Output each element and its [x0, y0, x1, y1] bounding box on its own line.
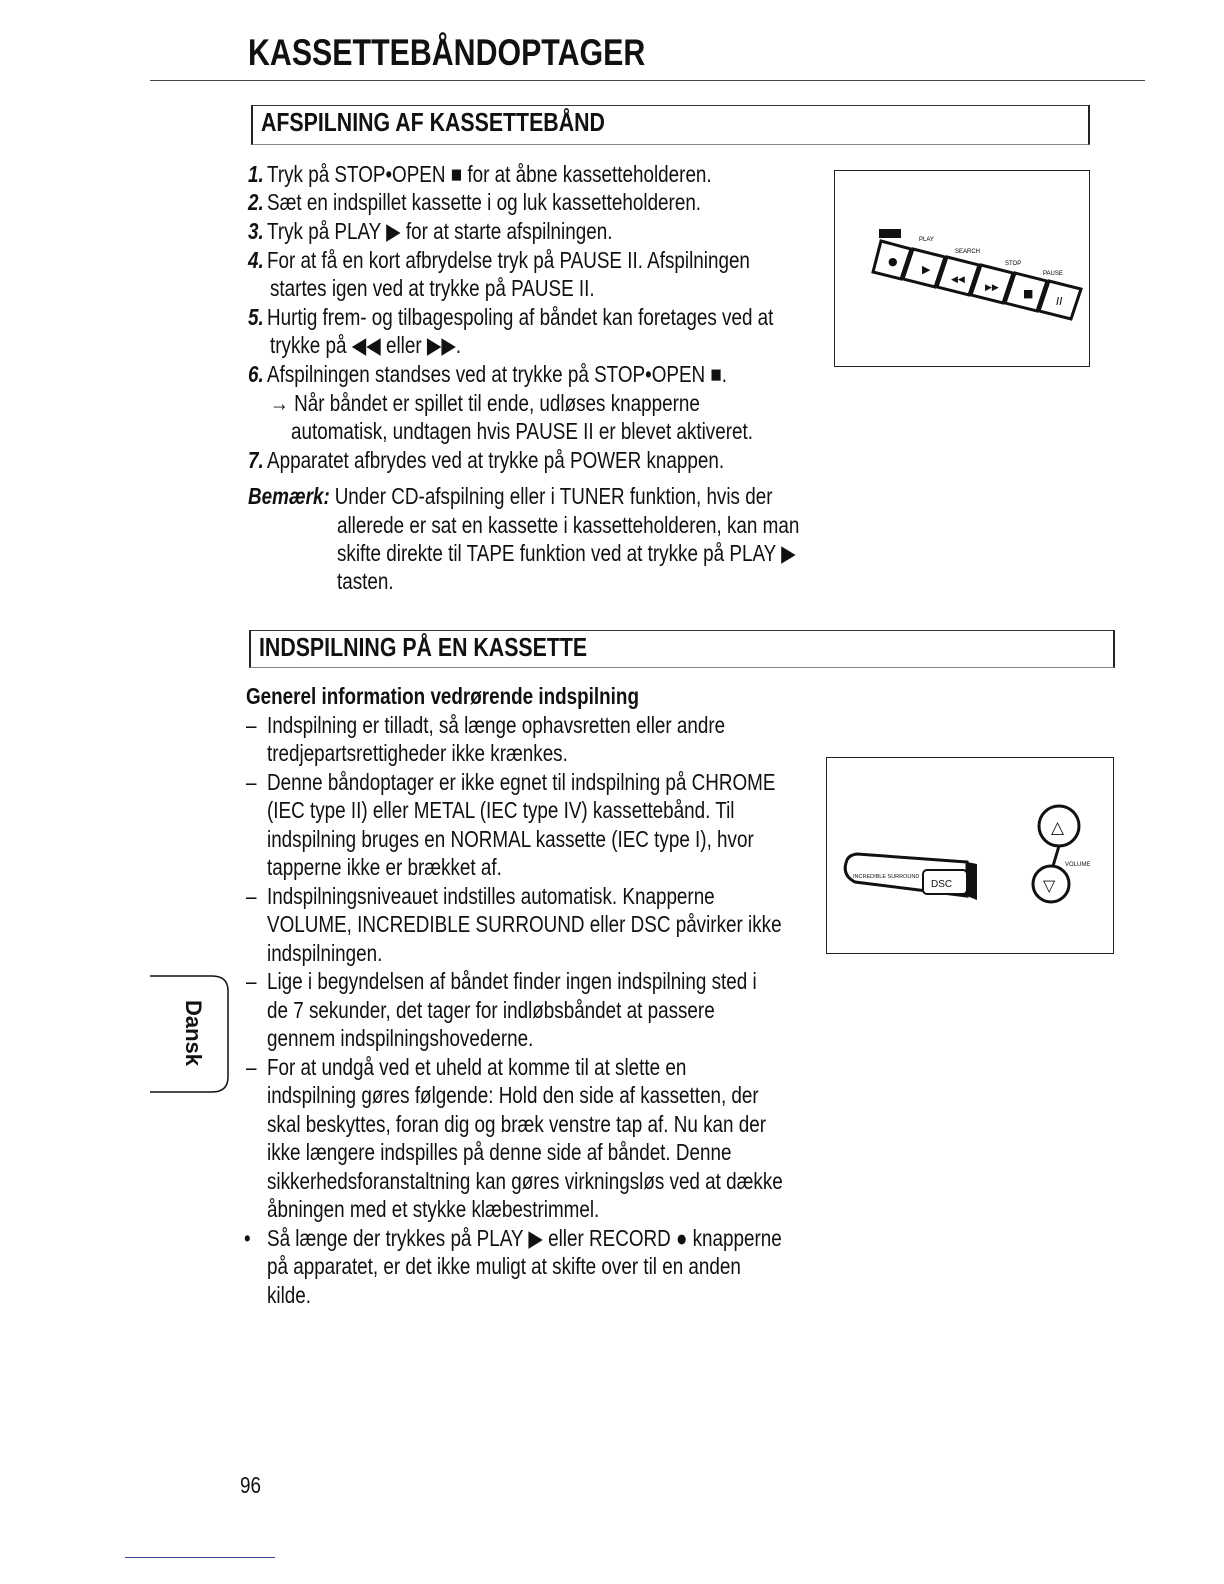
volume-connector: [1053, 846, 1059, 866]
step-2: [248, 188, 701, 216]
record-button-marker-icon: [879, 229, 901, 238]
volume-up-glyph: △: [1051, 818, 1065, 838]
step-text: For at få en kort afbrydelse tryk på PAUSE II. Afspilningen: [267, 247, 750, 273]
pause-glyph: II: [1056, 295, 1063, 308]
volume-label: VOLUME: [1065, 862, 1091, 868]
record-glyph: ●: [888, 255, 898, 268]
note-first-line: [248, 482, 772, 510]
stop-label: STOP: [1005, 261, 1022, 267]
list-item-line: gennem indspilningshovederne.: [267, 1025, 534, 1051]
list-item-line: skal beskyttes, foran dig og bræk venstre tap af. Nu kan der: [267, 1111, 767, 1137]
step-3: [248, 217, 612, 245]
list-bullet: –: [246, 968, 257, 994]
step-1: [248, 160, 712, 188]
step-number: 1.: [248, 161, 264, 187]
step-number: 5.: [248, 304, 264, 330]
list-item-line: indspilningen.: [267, 940, 383, 966]
volume-down-glyph: ▽: [1043, 876, 1056, 895]
rewind-glyph: ◀◀: [951, 275, 965, 285]
note-line: tasten.: [337, 568, 394, 594]
list-item-line: de 7 sekunder, det tager for indløbsbåndet at passere: [267, 997, 715, 1023]
list-item-line: Indspilning er tilladt, så længe ophavsretten eller andre: [267, 712, 726, 738]
cassette-buttons-illustration: [835, 171, 1089, 366]
list-item-line: For at undgå ved et uheld at komme til at slette en: [267, 1054, 687, 1080]
list-item-line: sikkerhedsforanstaltning kan gøres virkningsløs ved at dække: [267, 1168, 783, 1194]
step-text: Sæt en indspillet kassette i og luk kassetteholderen.: [267, 189, 702, 215]
step-5-cont: trykke på ◀◀ eller ▶▶.: [270, 332, 462, 358]
step-number: 3.: [248, 218, 264, 244]
list-item-line: åbningen med et stykke klæbestrimmel.: [267, 1196, 600, 1222]
note-text: Under CD-afspilning eller i TUNER funktion, hvis der: [334, 483, 773, 509]
step-text: Apparatet afbrydes ved at trykke på POWER knappen.: [267, 447, 725, 473]
list-item-line: Lige i begyndelsen af båndet finder ingen indspilning sted i: [267, 968, 757, 994]
step-number: 2.: [248, 189, 264, 215]
dsc-button-shadow: [967, 862, 977, 900]
list-item-line: tapperne ikke er brækket af.: [267, 854, 502, 880]
volume-controls-figure: [826, 757, 1114, 954]
play-glyph: ▶: [922, 263, 931, 276]
play-label: PLAY: [919, 237, 934, 243]
cassette-buttons-figure: [834, 170, 1090, 367]
page-number: 96: [240, 1472, 261, 1498]
list-item: [246, 1053, 256, 1081]
pause-label: PAUSE: [1043, 271, 1063, 277]
step-7: [248, 446, 724, 474]
list-bullet: –: [246, 1054, 257, 1080]
search-label: SEARCH: [955, 249, 981, 255]
playback-section-title: AFSPILNING AF KASSETTEBÅND: [261, 107, 605, 137]
list-item: [244, 1224, 251, 1252]
stop-glyph: ■: [1023, 287, 1034, 300]
list-item-line: (IEC type II) eller METAL (IEC type IV) kassettebånd. Til: [267, 797, 735, 823]
step-text: Tryk på PLAY ▶ for at starte afspilningen.: [267, 218, 613, 244]
step-number: 6.: [248, 361, 264, 387]
list-item: [246, 768, 256, 796]
list-item: [246, 967, 256, 995]
list-item-line: indspilning bruges en NORMAL kassette (IEC type I), hvor: [267, 826, 754, 852]
step-4-cont: startes igen ved at trykke på PAUSE II.: [270, 275, 595, 301]
language-tab-label: Dansk: [181, 1000, 206, 1067]
list-item-line: indspilning gøres følgende: Hold den side af kassetten, der: [267, 1082, 759, 1108]
list-item-line: VOLUME, INCREDIBLE SURROUND eller DSC påvirker ikke: [267, 911, 782, 937]
step-number: 7.: [248, 447, 264, 473]
step-6-arrow-note-cont: automatisk, undtagen hvis PAUSE II er blevet aktiveret.: [291, 418, 753, 444]
note-line: skifte direkte til TAPE funktion ved at trykke på PLAY ▶: [337, 540, 796, 566]
volume-controls-illustration: [827, 758, 1113, 953]
surround-label: INCREDIBLE SURROUND: [853, 874, 920, 880]
recording-section-header: [249, 630, 1115, 668]
page-title: KASSETTEBÅNDOPTAGER: [248, 32, 646, 73]
step-text: Afspilningen standses ved at trykke på STOP•OPEN ■.: [267, 361, 728, 387]
note-line: allerede er sat en kassette i kassetteholderen, kan man: [337, 512, 800, 538]
list-item-line: Indspilningsniveauet indstilles automatisk. Knapperne: [267, 883, 715, 909]
step-6-arrow-note: → Når båndet er spillet til ende, udløses knapperne: [270, 390, 700, 416]
recording-subtitle: Generel information vedrørende indspilning: [246, 683, 639, 709]
footer-rule: [125, 1557, 275, 1558]
list-item-line: kilde.: [267, 1282, 312, 1308]
recording-section-title: INDSPILNING PÅ EN KASSETTE: [259, 632, 588, 662]
list-item-line: tredjepartsrettigheder ikke krænkes.: [267, 740, 568, 766]
list-bullet: –: [246, 712, 257, 738]
step-text: Hurtig frem- og tilbagespoling af båndet kan foretages ved at: [267, 304, 774, 330]
list-bullet: •: [244, 1225, 251, 1251]
list-item-line: ikke længere indspilles på denne side af båndet. Denne: [267, 1139, 732, 1165]
list-item-line: Så længe der trykkes på PLAY ▶ eller RECORD ● knapperne: [267, 1225, 782, 1251]
list-bullet: –: [246, 769, 257, 795]
list-item: [246, 882, 256, 910]
playback-section-header: [251, 105, 1090, 145]
dsc-label: DSC: [931, 879, 953, 890]
step-4: [248, 246, 750, 274]
step-5: [248, 303, 773, 331]
step-6: [248, 360, 727, 388]
note-label: Bemærk:: [248, 483, 330, 509]
list-item-line: på apparatet, er det ikke muligt at skifte over til en anden: [267, 1253, 741, 1279]
step-number: 4.: [248, 247, 264, 273]
forward-glyph: ▶▶: [985, 283, 999, 293]
list-item: [246, 711, 256, 739]
list-bullet: –: [246, 883, 257, 909]
step-text: Tryk på STOP•OPEN ■ for at åbne kassetteholderen.: [267, 161, 712, 187]
title-divider: [150, 80, 1145, 81]
list-item-line: Denne båndoptager er ikke egnet til indspilning på CHROME: [267, 769, 776, 795]
